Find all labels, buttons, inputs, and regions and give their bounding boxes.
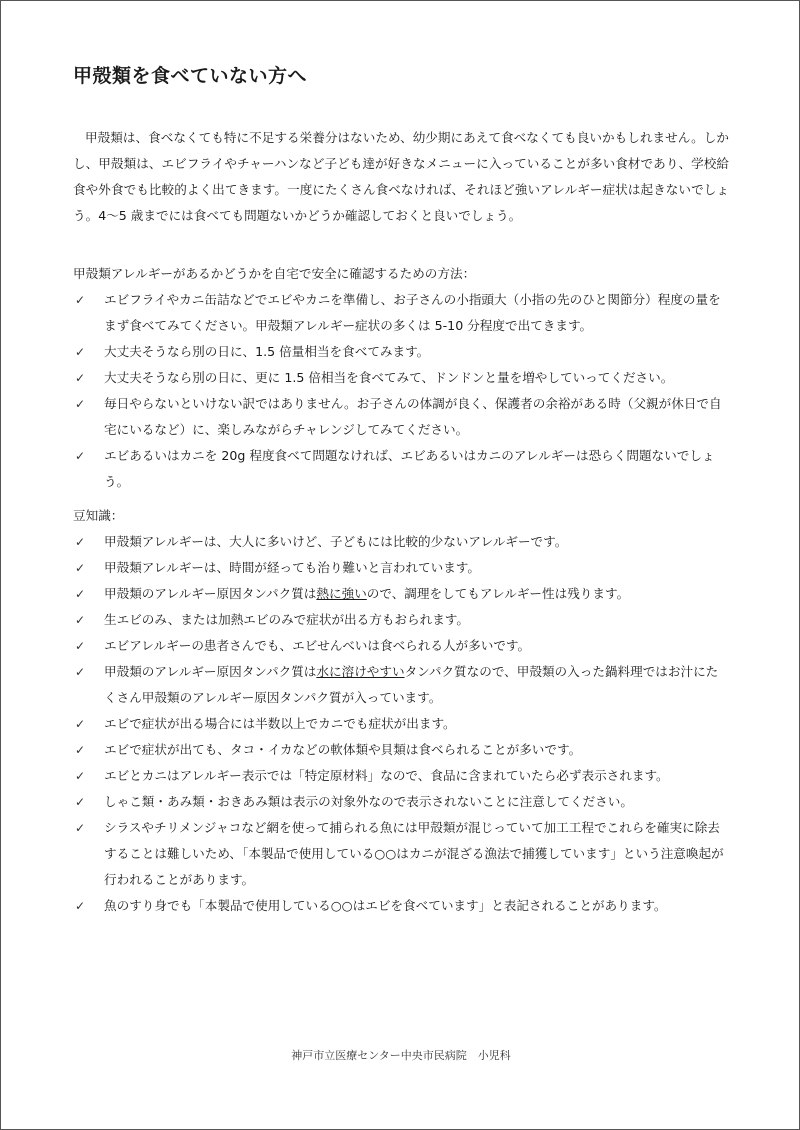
check-icon: ✓ [75, 717, 86, 731]
trivia-item-text: エビアレルギーの患者さんでも、エビせんべいは食べられる人が多いです。 [104, 638, 531, 653]
check-icon: ✓ [75, 449, 86, 463]
method-item-text: エビあるいはカニを 20g 程度食べて問題なければ、エビあるいはカニのアレルギーは恐らく問題ないでしょう。 [104, 448, 715, 489]
trivia-item-text: 魚のすり身でも「本製品で使用している○○はエビを食べています」と表記されることがあります。 [104, 898, 667, 913]
method-item [73, 443, 729, 495]
trivia-item [73, 893, 729, 919]
check-icon: ✓ [75, 613, 86, 627]
method-item-text: 大丈夫そうなら別の日に、更に 1.5 倍相当を食べてみて、ドンドンと量を増やしていってください。 [104, 370, 674, 385]
trivia-section [73, 503, 729, 919]
trivia-item-text: しゃこ類・あみ類・おきあみ類は表示の対象外なので表示されないことに注意してください。 [104, 794, 633, 809]
trivia-item-text: シラスやチリメンジャコなど網を使って捕られる魚には甲殻類が混じっていて加工工程でこれらを確実に除去することは難しいため、「本製品で使用している○○はカニが混ざる漁法で捕獲しています」という注意喚起が行われることがあります。 [104, 820, 724, 887]
trivia-item-text: ので、調理をしてもアレルギー性は残ります。 [366, 586, 630, 601]
check-icon: ✓ [75, 899, 86, 913]
trivia-item [73, 529, 729, 555]
check-icon: ✓ [75, 769, 86, 783]
trivia-item-text: タンパク質なので、甲殻類の入った鍋料理ではお汁にたくさん甲殻類のアレルギー原因タンパク質が入っています。 [104, 664, 719, 705]
trivia-item [73, 555, 729, 581]
trivia-item-text: エビで症状が出ても、タコ・イカなどの軟体類や貝類は食べられることが多いです。 [104, 742, 582, 757]
method-item-text: 毎日やらないといけない訳ではありません。お子さんの体調が良く、保護者の余裕がある時（父親が休日で自宅にいるなど）に、楽しみながらチャレンジしてみてください。 [104, 396, 722, 437]
method-section [73, 261, 729, 495]
trivia-item-text: エビとカニはアレルギー表示では「特定原材料」なので、食品に含まれていたら必ず表示されます。 [104, 768, 669, 783]
check-icon: ✓ [75, 821, 86, 835]
check-icon: ✓ [75, 535, 86, 549]
check-icon: ✓ [75, 587, 86, 601]
method-heading: 甲殻類アレルギーがあるかどうかを自宅で安全に確認するための方法： [73, 266, 476, 281]
intro-paragraph: 甲殻類は、食べなくても特に不足する栄養分はないため、幼少期にあえて食べなくても良いかもしれません。しかし、甲殻類は、エビフライやチャーハンなど子ども達が好きなメニューに入っていることが多い食材であり、学校給食や外食でも比較的よく出てきます。一度にたくさん食べなければ、それほど強いアレルギー症状は起きないでしょう。4～5 歳までには食べても問題ないかどうか確認しておくと良いでしょう。 [73, 130, 729, 223]
trivia-item-text: 生エビのみ、または加熱エビのみで症状が出る方もおられます。 [104, 612, 469, 627]
trivia-item [73, 737, 729, 763]
trivia-item-text: 甲殻類アレルギーは、時間が経っても治り難いと言われています。 [104, 560, 480, 575]
trivia-item [73, 763, 729, 789]
check-icon: ✓ [75, 639, 86, 653]
page-title: 甲殻類を食べていない方へ [73, 65, 308, 87]
trivia-item-text: 甲殻類のアレルギー原因タンパク質は [104, 664, 317, 679]
method-item-text: エビフライやカニ缶詰などでエビやカニを準備し、お子さんの小指頭大（小指の先のひと関節分）程度の量をまず食べてみてください。甲殻類アレルギー症状の多くは 5-10 分程度で出てきます。 [104, 292, 721, 333]
method-item [73, 339, 729, 365]
check-icon: ✓ [75, 665, 86, 679]
underlined-text: 水に溶けやすい [316, 664, 405, 679]
trivia-item-text: 甲殻類アレルギーは、大人に多いけど、子どもには比較的少ないアレルギーです。 [104, 534, 568, 549]
trivia-item [73, 607, 729, 633]
check-icon: ✓ [75, 397, 86, 411]
footer-credit: 神戸市立医療センター中央市民病院 小児科 [291, 1049, 511, 1062]
trivia-item [73, 659, 729, 711]
underlined-text: 熱に強い [316, 586, 367, 601]
trivia-item [73, 581, 729, 607]
check-icon: ✓ [75, 371, 86, 385]
check-icon: ✓ [75, 795, 86, 809]
check-icon: ✓ [75, 345, 86, 359]
trivia-list [73, 529, 729, 919]
method-item [73, 365, 729, 391]
trivia-item [73, 711, 729, 737]
method-list [73, 287, 729, 495]
trivia-item [73, 789, 729, 815]
method-item [73, 391, 729, 443]
check-icon: ✓ [75, 561, 86, 575]
trivia-item-text: 甲殻類のアレルギー原因タンパク質は [104, 586, 317, 601]
method-item-text: 大丈夫そうなら別の日に、1.5 倍量相当を食べてみます。 [104, 344, 430, 359]
check-icon: ✓ [75, 743, 86, 757]
trivia-item-text: エビで症状が出る場合には半数以上でカニでも症状が出ます。 [104, 716, 456, 731]
trivia-item [73, 633, 729, 659]
check-icon: ✓ [75, 293, 86, 307]
trivia-item [73, 815, 729, 893]
method-item [73, 287, 729, 339]
trivia-heading: 豆知識： [73, 508, 124, 523]
